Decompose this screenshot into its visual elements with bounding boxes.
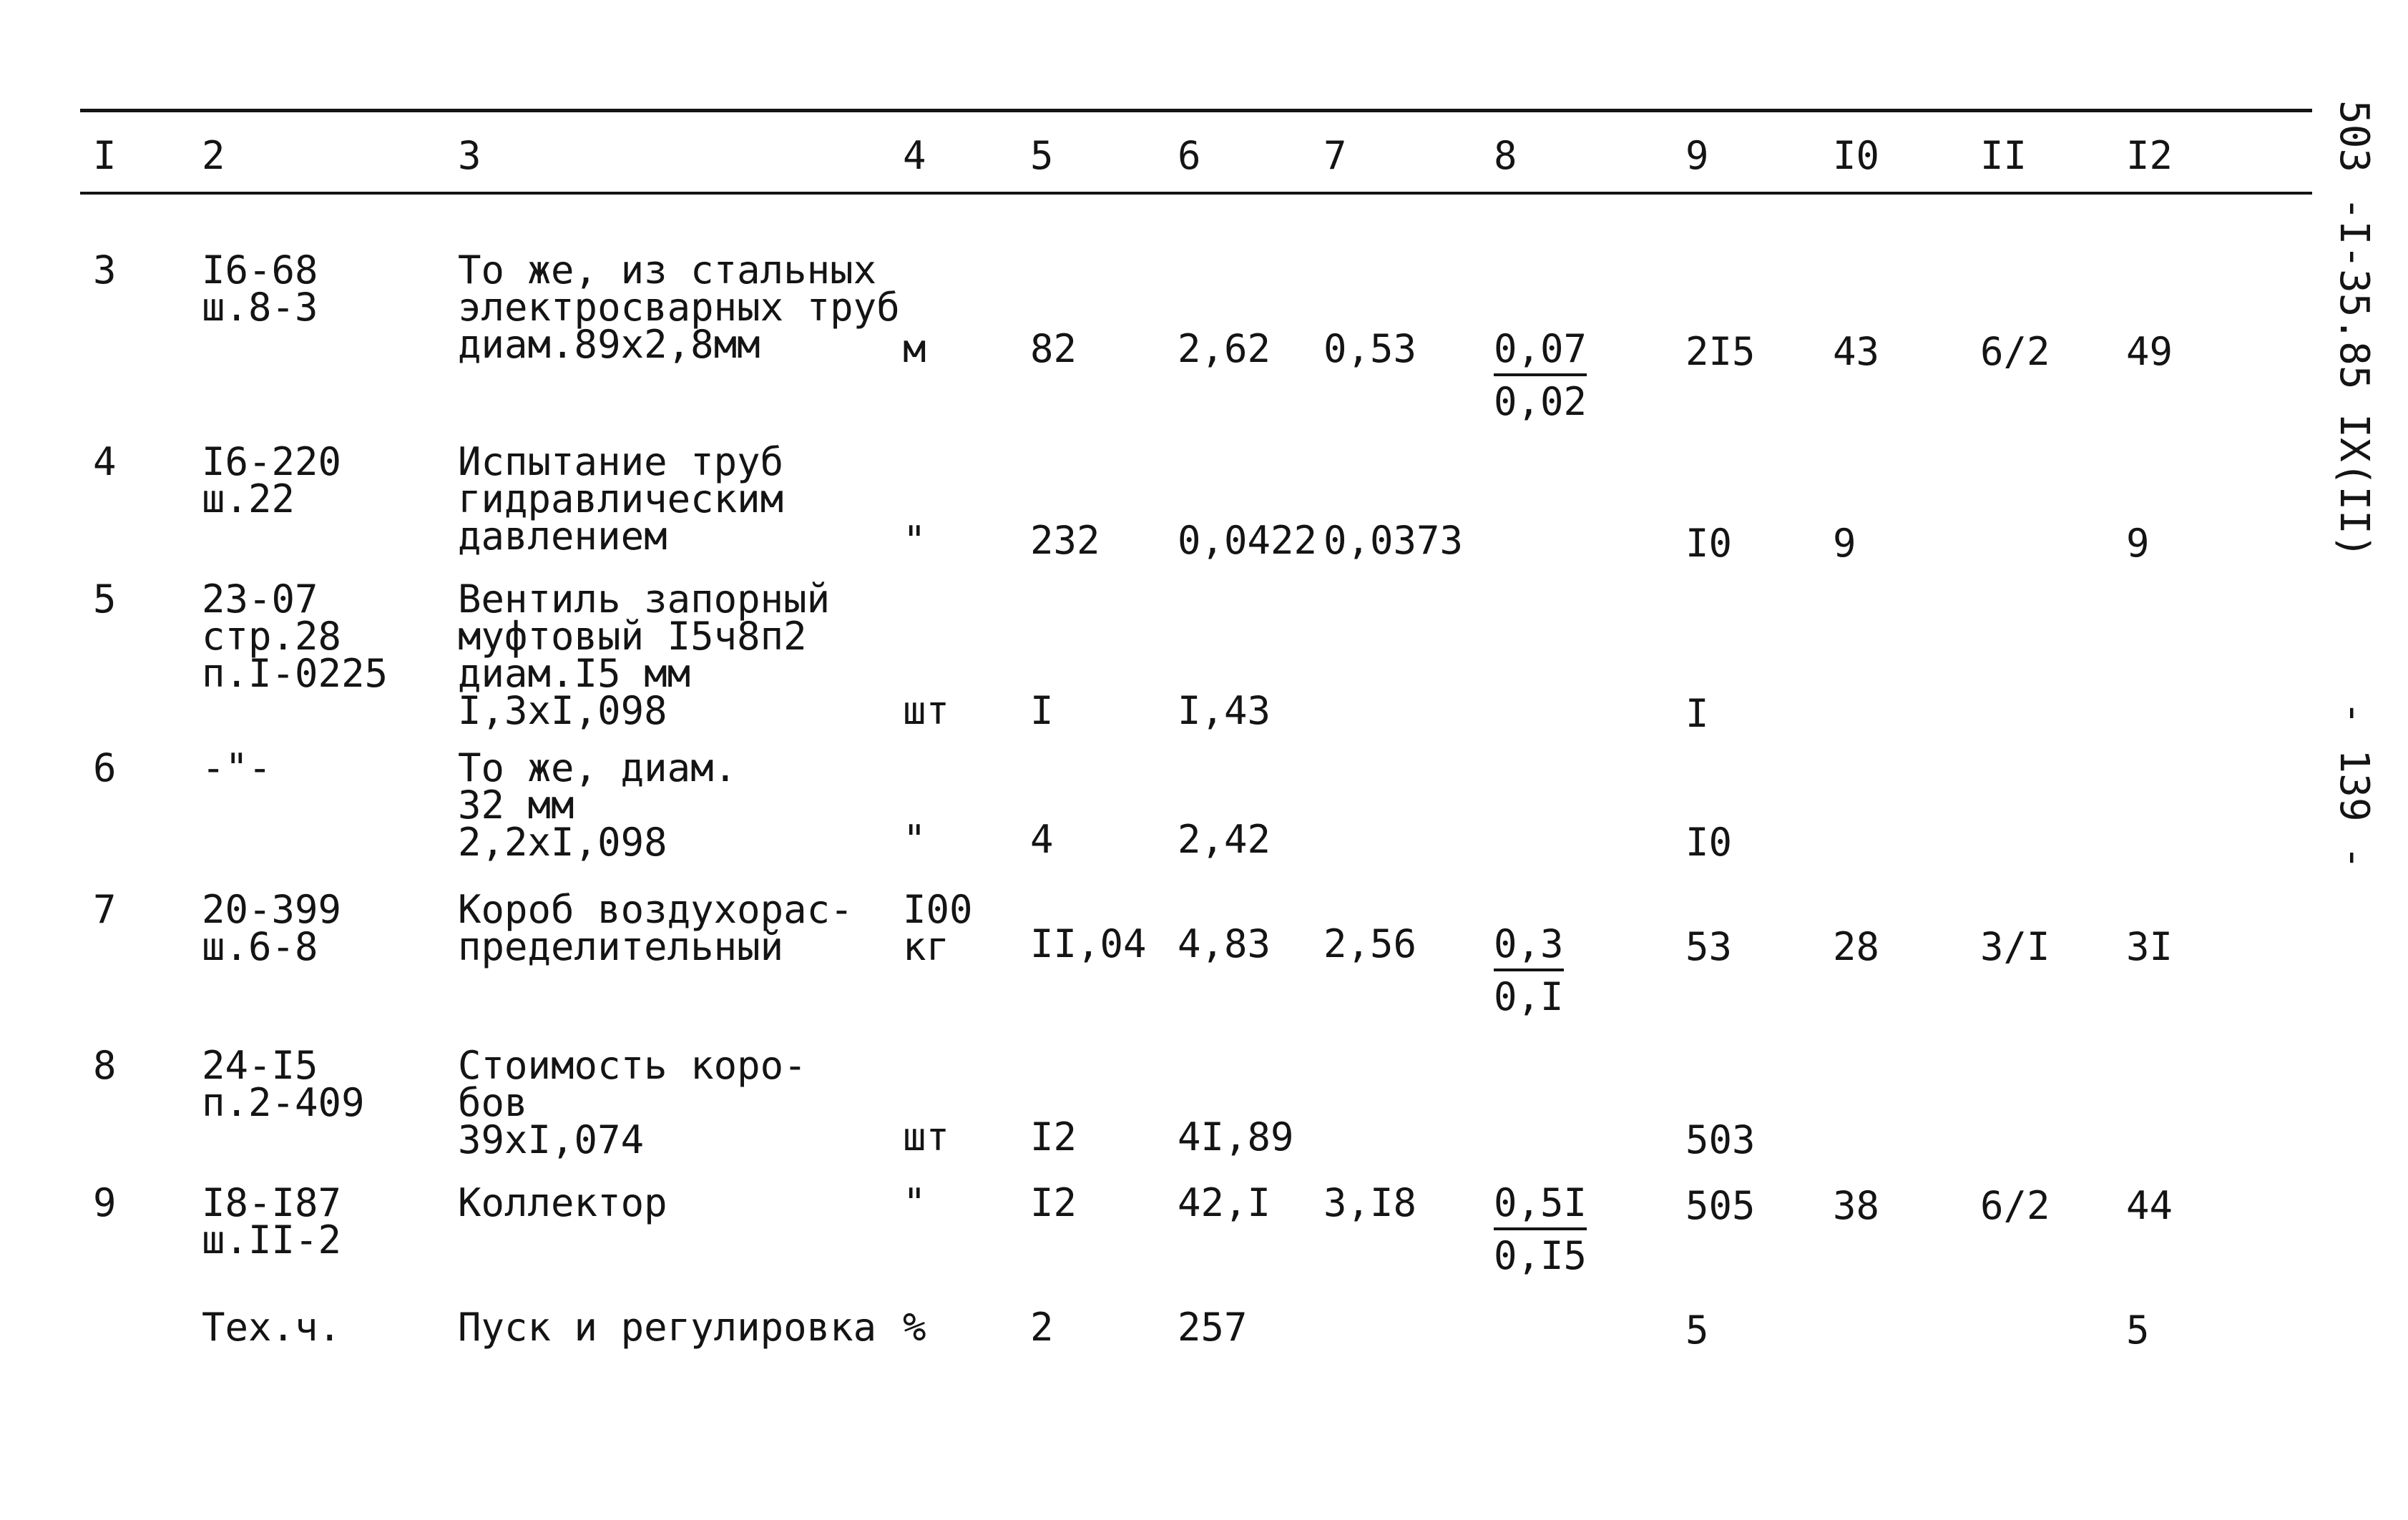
column-header: 3: [458, 133, 481, 178]
wage-cost: 3,I8: [1323, 1180, 1417, 1225]
work-name: Коллектор: [458, 1180, 667, 1225]
quantity: I2: [1030, 1114, 1077, 1159]
norm-code: 20-399 ш.6-8: [202, 887, 342, 969]
work-name: То же, из стальных электросварных труб диам.89х2,8мм: [458, 247, 900, 367]
unit: м: [903, 326, 926, 371]
unit: I00 кг: [903, 887, 973, 969]
unit-cost: I,43: [1178, 688, 1271, 733]
total-cost: 505: [1685, 1183, 1756, 1228]
total-cost: 5: [1685, 1308, 1709, 1353]
column-header: 5: [1030, 133, 1054, 178]
machine-cost-fraction: [1494, 328, 1587, 423]
total-wages: 38: [1833, 1183, 1880, 1228]
row-number: 7: [93, 887, 117, 932]
quantity: 4: [1030, 817, 1054, 862]
unit-cost: 257: [1178, 1305, 1248, 1350]
quantity: 82: [1030, 326, 1077, 371]
total-labor: 44: [2126, 1183, 2173, 1228]
fraction-numerator: 0,3: [1494, 923, 1564, 971]
total-wages: 9: [1833, 521, 1856, 566]
total-cost: 503: [1685, 1117, 1756, 1162]
unit: %: [903, 1305, 926, 1350]
wage-cost: 2,56: [1323, 921, 1417, 966]
norm-code: I6-68 ш.8-3: [202, 247, 318, 330]
fraction-numerator: 0,5I: [1494, 1182, 1587, 1230]
page-number: - 139 -: [2331, 701, 2377, 871]
quantity: 2: [1030, 1305, 1054, 1350]
total-labor: 49: [2126, 329, 2173, 374]
quantity: 232: [1030, 518, 1100, 563]
quantity: I: [1030, 688, 1054, 733]
wage-cost: 0,0373: [1323, 518, 1464, 563]
table-header-rule: [80, 192, 2312, 195]
column-header: I: [93, 133, 117, 178]
row-number: 3: [93, 247, 117, 293]
column-header: 9: [1685, 133, 1709, 178]
column-header: I0: [1833, 133, 1880, 178]
wage-cost: 0,53: [1323, 326, 1417, 371]
unit: ": [903, 518, 926, 563]
norm-code: I6-220 ш.22: [202, 439, 342, 521]
fraction-denominator: 0,I5: [1494, 1233, 1587, 1278]
column-header: 8: [1494, 133, 1517, 178]
row-number: 5: [93, 577, 117, 622]
row-number: 8: [93, 1043, 117, 1088]
column-header: 4: [903, 133, 926, 178]
total-cost: 53: [1685, 924, 1733, 969]
quantity: II,04: [1030, 921, 1147, 966]
work-name: Испытание труб гидравлическим давлением: [458, 439, 784, 559]
norm-code: -"-: [202, 745, 272, 790]
work-name: Пуск и регулировка: [458, 1305, 877, 1350]
unit: ": [903, 817, 926, 862]
table-top-rule: [80, 109, 2312, 112]
total-labor: 5: [2126, 1308, 2150, 1353]
total-labor: 3I: [2126, 924, 2173, 969]
unit-cost: 4,83: [1178, 921, 1271, 966]
norm-code: I8-I87 ш.II-2: [202, 1180, 342, 1262]
norm-code: Тех.ч.: [202, 1305, 342, 1350]
total-cost: I0: [1685, 820, 1733, 865]
row-number: 6: [93, 745, 117, 790]
total-cost: 2I5: [1685, 329, 1756, 374]
fraction-numerator: 0,07: [1494, 328, 1587, 376]
fraction-denominator: 0,02: [1494, 379, 1587, 424]
side-document-code: 503 -I-35.85 IX(II): [2331, 100, 2377, 559]
unit: шт: [903, 688, 950, 733]
row-number: 9: [93, 1180, 117, 1225]
quantity: I2: [1030, 1180, 1077, 1225]
column-header: I2: [2126, 133, 2173, 178]
fraction-denominator: 0,I: [1494, 974, 1564, 1019]
unit-cost: 4I,89: [1178, 1114, 1294, 1159]
norm-code: 23-07 стр.28 п.I-0225: [202, 577, 388, 696]
total-labor: 9: [2126, 521, 2150, 566]
row-number: 4: [93, 439, 117, 484]
unit-cost: 2,42: [1178, 817, 1271, 862]
column-header: 2: [202, 133, 225, 178]
machine-cost-fraction: [1494, 1182, 1587, 1278]
column-header: 7: [1323, 133, 1347, 178]
total-machine: 6/2: [1980, 329, 2050, 374]
unit: ": [903, 1180, 926, 1225]
total-machine: 3/I: [1980, 924, 2050, 969]
work-name: Вентиль запорный муфтовый I5ч8п2 диам.I5 мм I,3xI,098: [458, 577, 831, 733]
work-name: Короб воздухорас- пределительный: [458, 887, 853, 969]
work-name: То же, диам. 32 мм 2,2xI,098: [458, 745, 738, 865]
unit: шт: [903, 1114, 950, 1159]
column-header: II: [1980, 133, 2027, 178]
work-name: Стоимость коро- бов 39xI,074: [458, 1043, 807, 1162]
unit-cost: 42,I: [1178, 1180, 1271, 1225]
total-cost: I0: [1685, 521, 1733, 566]
unit-cost: 0,0422: [1178, 518, 1318, 563]
total-wages: 43: [1833, 329, 1880, 374]
norm-code: 24-I5 п.2-409: [202, 1043, 365, 1125]
machine-cost-fraction: [1494, 923, 1564, 1019]
column-header: 6: [1178, 133, 1201, 178]
unit-cost: 2,62: [1178, 326, 1271, 371]
total-machine: 6/2: [1980, 1183, 2050, 1228]
total-wages: 28: [1833, 924, 1880, 969]
total-cost: I: [1685, 691, 1709, 736]
